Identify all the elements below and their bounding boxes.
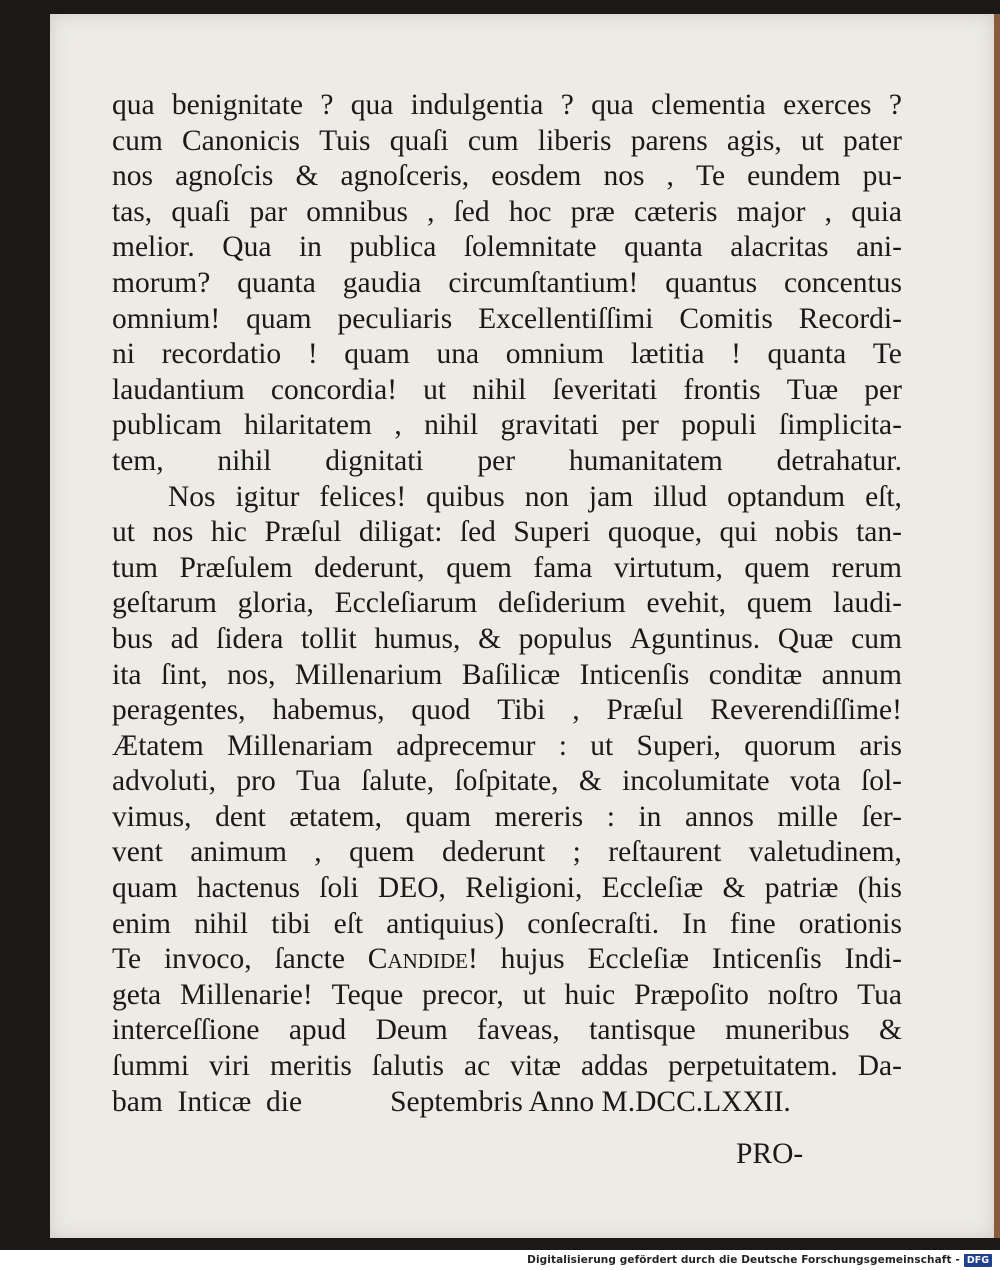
word: valetudinem, <box>748 836 902 869</box>
word: Millenariam <box>227 729 373 762</box>
word: vent <box>112 836 163 869</box>
word: Quæ <box>777 622 834 655</box>
word: quam <box>112 872 178 905</box>
word: nos <box>603 160 645 193</box>
word: nihil <box>424 409 479 442</box>
word: exerces <box>783 89 872 121</box>
date-blank <box>311 1085 381 1121</box>
word: hoc <box>508 195 552 228</box>
word: & <box>722 872 746 905</box>
word: Tuæ <box>786 373 839 406</box>
word: dignitati <box>325 444 424 477</box>
word: quam <box>405 800 472 833</box>
word: addas <box>580 1050 649 1083</box>
word: perpetuitatem. <box>668 1050 838 1083</box>
word: nos <box>112 160 153 193</box>
word: agnoſceris, <box>340 160 470 193</box>
word: Te <box>112 943 142 976</box>
word: ſoſpitate, <box>454 765 559 798</box>
word: ! <box>307 338 318 371</box>
word: hujus <box>500 943 565 976</box>
word: publicam <box>112 409 222 442</box>
word: omnibus <box>306 195 408 228</box>
word: tan- <box>856 516 902 549</box>
word: ad <box>170 622 199 655</box>
word: fama <box>533 551 593 584</box>
word: interceſſione <box>112 1014 260 1047</box>
word: ætatem, <box>289 800 382 833</box>
word: tollit <box>300 622 357 655</box>
word: nihil <box>472 373 527 406</box>
word: precor, <box>422 978 504 1011</box>
word: Deum <box>375 1014 448 1047</box>
text-line <box>112 978 902 1014</box>
word: Tuis <box>319 124 371 157</box>
word: quod <box>411 694 471 727</box>
word: populus <box>518 622 613 655</box>
word: Eccleſiarum <box>334 587 478 620</box>
word: viri <box>209 1050 250 1083</box>
word: rerum <box>831 551 902 584</box>
word: Præſulem <box>179 551 293 584</box>
word: Nos <box>168 480 216 513</box>
word: ſancte <box>274 943 345 976</box>
word: Comitis <box>679 302 773 335</box>
word: enim <box>112 907 171 940</box>
dateline-end: Septembris Anno M.DCC.LXXII. <box>390 1085 791 1118</box>
word: & <box>295 160 319 193</box>
word: ut <box>112 516 135 549</box>
word: In <box>682 907 707 940</box>
word: eundem <box>747 160 841 193</box>
word: quia <box>851 195 902 228</box>
word: quanta <box>237 266 316 299</box>
text-line <box>112 480 902 516</box>
word: tas, <box>112 195 153 228</box>
word: quorum <box>744 729 837 762</box>
word: quantus <box>665 266 758 299</box>
word: orationis <box>798 907 902 940</box>
text-line <box>112 515 902 551</box>
word: ſimplicita- <box>779 409 902 442</box>
word: omnium <box>505 338 605 371</box>
text-line <box>112 658 902 694</box>
word: Ætatem <box>112 729 204 762</box>
word: ſummi <box>112 1050 190 1083</box>
text-line <box>112 408 902 444</box>
text-line <box>112 124 902 160</box>
word: par <box>249 195 288 228</box>
word: : <box>558 729 567 762</box>
word: ſalute, <box>361 765 435 798</box>
word: animum <box>190 836 287 869</box>
word: tantisque <box>589 1014 696 1047</box>
word: vota <box>789 765 841 798</box>
word: nihil <box>217 444 272 477</box>
word: publica <box>349 231 437 264</box>
word: per <box>621 409 659 442</box>
word: conditæ <box>708 658 803 691</box>
text-line <box>112 800 902 836</box>
word: qua <box>350 89 394 121</box>
word: Recordi- <box>798 302 902 335</box>
word: detrahatur. <box>776 444 902 477</box>
dateline-start: bam Inticæ die <box>112 1085 303 1118</box>
word: ut <box>423 373 447 406</box>
word: morum? <box>112 266 211 299</box>
word: annum <box>821 658 902 691</box>
word: faveas, <box>477 1014 560 1047</box>
text-line <box>112 1049 902 1085</box>
word: annos <box>684 800 754 833</box>
word: : <box>606 800 615 833</box>
word: evehit, <box>646 587 727 620</box>
word: , <box>394 409 402 442</box>
word: laudantium <box>112 373 245 406</box>
word: fine <box>729 907 776 940</box>
word: Excellentiſſimi <box>478 302 654 335</box>
word: populi <box>681 409 757 442</box>
word: ſeveritati <box>552 373 658 406</box>
word: vimus, <box>112 800 192 833</box>
word: (his <box>857 872 902 905</box>
word: melior. <box>112 231 195 264</box>
word: Præpoſito <box>634 978 749 1011</box>
word: dederunt, <box>314 551 425 584</box>
word: Præſul <box>264 516 342 549</box>
funding-note: Digitalisierung gefördert durch die Deutsche Forschungsgemeinschaft - <box>527 1254 960 1266</box>
word: , <box>824 195 833 228</box>
word: hilaritatem <box>244 409 372 442</box>
word: laudi- <box>833 587 902 620</box>
word: pu- <box>862 160 902 193</box>
word: Inticenſis <box>711 943 822 976</box>
word: quam <box>246 302 312 335</box>
word: gravitati <box>500 409 599 442</box>
word: ? <box>320 89 334 121</box>
word: ac <box>464 1050 491 1083</box>
word: quam <box>344 338 410 371</box>
text-line <box>112 1013 902 1049</box>
word: Superi <box>513 516 591 549</box>
word: Tua <box>857 978 902 1011</box>
word: advoluti, <box>112 765 217 798</box>
word: peculiaris <box>337 302 453 335</box>
word: eosdem <box>491 160 582 193</box>
word: quaſi <box>389 124 449 157</box>
word: ni <box>112 338 135 371</box>
word: hic <box>210 516 247 549</box>
word: virtutum, <box>613 551 723 584</box>
word: benignitate <box>171 89 303 121</box>
word: major <box>736 195 806 228</box>
word: geta <box>112 978 162 1011</box>
word: Millenarium <box>294 658 443 691</box>
word: Te <box>872 338 902 371</box>
text-line <box>112 764 902 800</box>
word: nos, <box>227 658 276 691</box>
word: Teque <box>331 978 404 1011</box>
word: cæteris <box>633 195 718 228</box>
word: jam <box>588 480 634 513</box>
word: concentus <box>783 266 902 299</box>
word: non <box>524 480 569 513</box>
word: ? <box>560 89 574 121</box>
text-line <box>112 88 902 124</box>
word: aris <box>859 729 902 762</box>
word: ſoli <box>319 872 359 905</box>
word: geſtarum <box>112 587 217 620</box>
word: habemus, <box>272 694 385 727</box>
word: quem <box>744 551 810 584</box>
word: Tibi <box>497 694 546 727</box>
word: per <box>864 373 902 406</box>
word: Superi, <box>636 729 721 762</box>
text-line <box>112 551 902 587</box>
word: nobis <box>774 516 839 549</box>
word: in <box>638 800 662 833</box>
word: frontis <box>683 373 761 406</box>
word: Reverendiſſime! <box>710 694 902 727</box>
text-line <box>112 302 902 338</box>
word: omnium! <box>112 302 221 335</box>
footer <box>527 1253 992 1267</box>
word: gloria, <box>237 587 314 620</box>
word: apud <box>288 1014 347 1047</box>
text-line <box>112 337 902 373</box>
word: & <box>478 622 502 655</box>
word: ſalutis <box>371 1050 445 1083</box>
word: ſolemnitate <box>463 231 597 264</box>
word: , <box>314 836 322 869</box>
dateline <box>112 1085 902 1121</box>
word: bus <box>112 622 153 655</box>
word: noſtro <box>767 978 839 1011</box>
word: Inticenſis <box>579 658 690 691</box>
word: ſed <box>459 516 496 549</box>
word: dent <box>215 800 266 833</box>
word: Canonicis <box>181 124 300 157</box>
word: ! <box>731 338 741 371</box>
word: tem, <box>112 444 164 477</box>
word: cum <box>112 124 163 157</box>
text-line <box>112 693 902 729</box>
word: quanta <box>767 338 847 371</box>
word: qua <box>591 89 634 121</box>
word: gaudia <box>342 266 422 299</box>
word: adprecemur <box>396 729 536 762</box>
word: incolumitate <box>622 765 770 798</box>
word: cum <box>851 622 902 655</box>
word: muneribus <box>725 1014 850 1047</box>
word: DEO, <box>377 872 446 905</box>
word: recordatio <box>161 338 282 371</box>
word: antiquius) <box>386 907 505 940</box>
word: ſed <box>453 195 490 228</box>
word: ut <box>590 729 614 762</box>
word: , <box>572 694 580 727</box>
word: tum <box>112 551 158 584</box>
word: Eccleſiæ <box>601 872 704 905</box>
word: Præſul <box>606 694 684 727</box>
word: per <box>477 444 516 477</box>
word: ita <box>112 658 142 691</box>
word: nos <box>152 516 194 549</box>
word: optandum <box>727 480 846 513</box>
word: Baſilicæ <box>461 658 561 691</box>
word: ani- <box>856 231 902 264</box>
catchword: PRO- <box>736 1138 804 1170</box>
word: patriæ <box>764 872 839 905</box>
dfg-logo[interactable]: DFG <box>964 1254 992 1267</box>
word: nihil <box>194 907 249 940</box>
word: qua <box>112 89 155 121</box>
word: Millenarie! <box>180 978 313 1011</box>
word: ut <box>522 978 546 1011</box>
word: mille <box>777 800 839 833</box>
word: quibus <box>426 480 505 513</box>
word: una <box>436 338 480 371</box>
word: Aguntinus. <box>629 622 761 655</box>
word: igitur <box>235 480 300 513</box>
word: ſidera <box>216 622 284 655</box>
word: alacritas <box>730 231 829 264</box>
word: conſecraſti. <box>527 907 660 940</box>
word: reſtaurent <box>608 836 722 869</box>
text-line <box>112 586 902 622</box>
word: dederunt <box>442 836 546 869</box>
word: Da- <box>857 1050 902 1083</box>
word: ut <box>800 124 824 157</box>
word: Candide! <box>367 943 478 976</box>
word: mereris <box>494 800 584 833</box>
text-line <box>112 942 902 978</box>
word: pater <box>843 124 902 157</box>
text-line <box>112 622 902 658</box>
word: Eccleſiæ <box>587 943 690 976</box>
word: quem <box>446 551 512 584</box>
word: deſiderium <box>497 587 626 620</box>
word: quaſi <box>171 195 231 228</box>
word: lætitia <box>630 338 705 371</box>
word: invoco, <box>163 943 252 976</box>
word: quoque, <box>607 516 703 549</box>
word: Te <box>696 160 726 193</box>
word: agis, <box>726 124 782 157</box>
word: diligat: <box>358 516 443 549</box>
text-line <box>112 444 902 480</box>
word: meritis <box>269 1050 352 1083</box>
word: concordia! <box>270 373 398 406</box>
word: quanta <box>624 231 703 264</box>
main-text <box>112 88 902 1120</box>
word: Qua <box>222 231 272 264</box>
word: & <box>578 765 602 798</box>
word: peragentes, <box>112 694 246 727</box>
word: parens <box>630 124 708 157</box>
text-line <box>112 266 902 302</box>
word: Tua <box>296 765 341 798</box>
word: huic <box>564 978 616 1011</box>
word: humus, <box>374 622 461 655</box>
page-edge <box>994 14 1000 1238</box>
text-line <box>112 230 902 266</box>
text-line <box>112 195 902 231</box>
word: , <box>666 160 674 193</box>
word: cum <box>467 124 519 157</box>
word: pro <box>236 765 276 798</box>
word: quem <box>349 836 415 869</box>
text-line <box>112 871 902 907</box>
word: , <box>427 195 435 228</box>
word: clementia <box>651 89 766 121</box>
word: hactenus <box>196 872 301 905</box>
text-line <box>112 729 902 765</box>
word: eſt, <box>865 480 902 513</box>
text-line <box>112 373 902 409</box>
word: ; <box>572 836 581 869</box>
text-line <box>112 907 902 943</box>
word: vitæ <box>510 1050 561 1083</box>
word: agnoſcis <box>175 160 274 193</box>
word: liberis <box>537 124 612 157</box>
word: in <box>298 231 322 264</box>
word: ſer- <box>861 800 902 833</box>
word: ſol- <box>861 765 902 798</box>
word: præ <box>570 195 615 228</box>
word: ? <box>888 89 902 121</box>
word: quem <box>746 587 813 620</box>
word: Religioni, <box>465 872 583 905</box>
word: indulgentia <box>410 89 544 121</box>
word: felices! <box>319 480 407 513</box>
word: qui <box>719 516 758 549</box>
word: ſint, <box>160 658 208 691</box>
word: humanitatem <box>568 444 723 477</box>
word: illud <box>653 480 708 513</box>
word: circumſtantium! <box>448 266 639 299</box>
word: eſt <box>333 907 364 940</box>
word: Indi- <box>844 943 902 976</box>
text-line <box>112 835 902 871</box>
word: & <box>879 1014 902 1047</box>
text-line <box>112 159 902 195</box>
word: tibi <box>271 907 311 940</box>
